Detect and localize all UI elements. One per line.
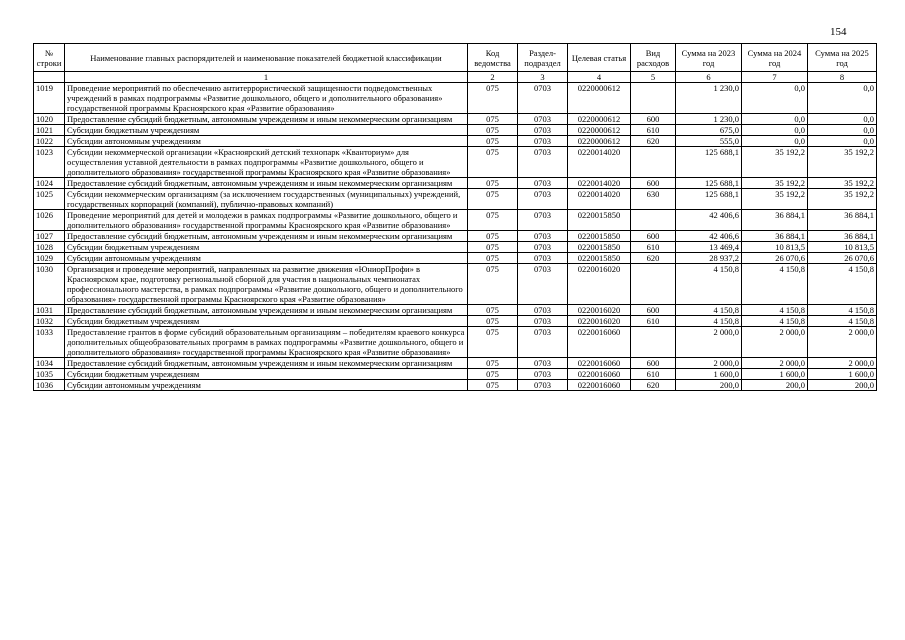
row-sum-2023: 4 150,8 — [676, 316, 742, 327]
row-target-article: 0220014020 — [568, 147, 631, 178]
row-sum-2023: 125 688,1 — [676, 189, 742, 210]
row-sum-2025: 200,0 — [808, 380, 877, 391]
row-sum-2024: 35 192,2 — [742, 189, 808, 210]
row-name: Организация и проведение мероприятий, направленных на развитие движения «ЮниорПрофи» в Красноярском крае, подготовку региональной сборной для участия в национальных чемпионатах профессионального мастерства, в рамках подпрограммы «Развитие дошкольного, общего и дополнительного образования» государственной программы Красноярского края «Развитие образования» — [65, 264, 468, 305]
row-name: Предоставление субсидий бюджетным, автономным учреждениям и иным некоммерческим организациям — [65, 231, 468, 242]
column-number: 6 — [676, 72, 742, 83]
row-target-article: 0220014020 — [568, 189, 631, 210]
row-expense-type — [631, 210, 676, 231]
row-target-article: 0220016060 — [568, 380, 631, 391]
row-sum-2023: 555,0 — [676, 136, 742, 147]
row-name: Субсидии некоммерческой организации «Красноярский детский технопарк «Кванториум» для осуществления уставной деятельности в рамках подпрограммы «Развитие дошкольного, общего и дополнительного образования» государственной программы Красноярского края «Развитие образования» — [65, 147, 468, 178]
row-sum-2024: 35 192,2 — [742, 147, 808, 178]
row-section: 0703 — [518, 369, 568, 380]
row-expense-type: 620 — [631, 253, 676, 264]
row-sum-2025: 36 884,1 — [808, 231, 877, 242]
row-target-article: 0220016060 — [568, 327, 631, 358]
row-department-code: 075 — [468, 305, 518, 316]
row-section: 0703 — [518, 380, 568, 391]
row-name: Предоставление субсидий бюджетным, автономным учреждениям и иным некоммерческим организациям — [65, 305, 468, 316]
row-name: Проведение мероприятий для детей и молодежи в рамках подпрограммы «Развитие дошкольного, общего и дополнительного образования» государственной программы Красноярского края «Развитие образования» — [65, 210, 468, 231]
row-sum-2025: 35 192,2 — [808, 178, 877, 189]
row-department-code: 075 — [468, 358, 518, 369]
column-number — [34, 72, 65, 83]
table-row — [34, 210, 877, 231]
column-number: 7 — [742, 72, 808, 83]
row-section: 0703 — [518, 114, 568, 125]
row-sum-2024: 0,0 — [742, 114, 808, 125]
budget-table — [33, 43, 877, 391]
row-target-article: 0220000612 — [568, 136, 631, 147]
row-sum-2025: 4 150,8 — [808, 264, 877, 305]
row-sum-2023: 1 600,0 — [676, 369, 742, 380]
header-sum-2024: Сумма на 2024 год — [742, 44, 808, 72]
row-sum-2023: 2 000,0 — [676, 327, 742, 358]
row-name: Предоставление субсидий бюджетным, автономным учреждениям и иным некоммерческим организациям — [65, 178, 468, 189]
table-row — [34, 380, 877, 391]
table-row — [34, 242, 877, 253]
row-sum-2023: 42 406,6 — [676, 231, 742, 242]
row-section: 0703 — [518, 242, 568, 253]
row-expense-type: 610 — [631, 125, 676, 136]
column-number: 4 — [568, 72, 631, 83]
row-department-code: 075 — [468, 380, 518, 391]
table-row — [34, 114, 877, 125]
table-row — [34, 125, 877, 136]
row-name: Субсидии бюджетным учреждениям — [65, 316, 468, 327]
row-sum-2023: 1 230,0 — [676, 114, 742, 125]
row-expense-type — [631, 147, 676, 178]
row-sum-2025: 2 000,0 — [808, 327, 877, 358]
row-section: 0703 — [518, 136, 568, 147]
table-row — [34, 147, 877, 178]
row-target-article: 0220016060 — [568, 358, 631, 369]
row-sum-2024: 10 813,5 — [742, 242, 808, 253]
row-name: Субсидии бюджетным учреждениям — [65, 125, 468, 136]
row-sum-2025: 0,0 — [808, 125, 877, 136]
row-number: 1022 — [34, 136, 65, 147]
row-department-code: 075 — [468, 231, 518, 242]
row-sum-2025: 0,0 — [808, 114, 877, 125]
row-sum-2023: 42 406,6 — [676, 210, 742, 231]
header-expense-type: Вид расходов — [631, 44, 676, 72]
row-name: Субсидии автономным учреждениям — [65, 136, 468, 147]
header-name: Наименование главных распорядителей и наименование показателей бюджетной классификации — [65, 44, 468, 72]
row-name: Субсидии автономным учреждениям — [65, 253, 468, 264]
row-target-article: 0220016060 — [568, 369, 631, 380]
column-number: 8 — [808, 72, 877, 83]
row-department-code: 075 — [468, 316, 518, 327]
row-sum-2024: 4 150,8 — [742, 264, 808, 305]
row-sum-2024: 2 000,0 — [742, 358, 808, 369]
row-expense-type: 620 — [631, 136, 676, 147]
row-sum-2025: 1 600,0 — [808, 369, 877, 380]
row-number: 1034 — [34, 358, 65, 369]
row-sum-2024: 4 150,8 — [742, 316, 808, 327]
row-number: 1021 — [34, 125, 65, 136]
row-department-code: 075 — [468, 83, 518, 114]
row-sum-2024: 2 000,0 — [742, 327, 808, 358]
row-sum-2024: 1 600,0 — [742, 369, 808, 380]
row-department-code: 075 — [468, 210, 518, 231]
row-sum-2025: 35 192,2 — [808, 189, 877, 210]
row-number: 1023 — [34, 147, 65, 178]
row-number: 1020 — [34, 114, 65, 125]
row-target-article: 0220000612 — [568, 83, 631, 114]
row-name: Предоставление субсидий бюджетным, автономным учреждениям и иным некоммерческим организациям — [65, 114, 468, 125]
row-sum-2024: 36 884,1 — [742, 210, 808, 231]
row-expense-type: 600 — [631, 114, 676, 125]
header-target-article: Целевая статья — [568, 44, 631, 72]
row-department-code: 075 — [468, 136, 518, 147]
row-expense-type: 600 — [631, 305, 676, 316]
row-sum-2023: 2 000,0 — [676, 358, 742, 369]
row-department-code: 075 — [468, 114, 518, 125]
row-name: Проведение мероприятий по обеспечению антитеррористической защищенности подведомственных учреждений в рамках подпрограммы «Развитие дошкольного, общего и дополнительного образования» государственной программы Красноярского края «Развитие образования» — [65, 83, 468, 114]
header-section: Раздел-подраздел — [518, 44, 568, 72]
row-section: 0703 — [518, 264, 568, 305]
table-row — [34, 136, 877, 147]
row-expense-type: 600 — [631, 231, 676, 242]
row-department-code: 075 — [468, 189, 518, 210]
row-expense-type: 600 — [631, 358, 676, 369]
row-department-code: 075 — [468, 264, 518, 305]
row-number: 1028 — [34, 242, 65, 253]
row-sum-2025: 0,0 — [808, 83, 877, 114]
row-number: 1027 — [34, 231, 65, 242]
table-row — [34, 327, 877, 358]
row-sum-2025: 35 192,2 — [808, 147, 877, 178]
header-row — [34, 44, 877, 72]
row-target-article: 0220016020 — [568, 316, 631, 327]
row-section: 0703 — [518, 125, 568, 136]
row-name: Субсидии автономным учреждениям — [65, 380, 468, 391]
row-number: 1031 — [34, 305, 65, 316]
column-number: 1 — [65, 72, 468, 83]
table-row — [34, 305, 877, 316]
row-expense-type — [631, 83, 676, 114]
table-row — [34, 358, 877, 369]
row-sum-2025: 10 813,5 — [808, 242, 877, 253]
row-number: 1036 — [34, 380, 65, 391]
table-row — [34, 253, 877, 264]
row-number: 1024 — [34, 178, 65, 189]
row-target-article: 0220015850 — [568, 231, 631, 242]
column-number: 2 — [468, 72, 518, 83]
row-sum-2024: 26 070,6 — [742, 253, 808, 264]
row-expense-type — [631, 264, 676, 305]
row-section: 0703 — [518, 189, 568, 210]
row-sum-2024: 35 192,2 — [742, 178, 808, 189]
row-name: Предоставление грантов в форме субсидий образовательным организациям – победителям краевого конкурса дополнительных общеобразовательных программ в рамках подпрограммы «Развитие дошкольного, общего и дополнительного образования» государственной программы Красноярского края «Развитие образования» — [65, 327, 468, 358]
row-section: 0703 — [518, 231, 568, 242]
row-number: 1019 — [34, 83, 65, 114]
row-section: 0703 — [518, 83, 568, 114]
row-sum-2025: 4 150,8 — [808, 316, 877, 327]
table-row — [34, 178, 877, 189]
row-target-article: 0220016020 — [568, 305, 631, 316]
row-target-article: 0220000612 — [568, 114, 631, 125]
row-number: 1025 — [34, 189, 65, 210]
row-section: 0703 — [518, 178, 568, 189]
row-section: 0703 — [518, 147, 568, 178]
row-sum-2023: 4 150,8 — [676, 264, 742, 305]
row-sum-2025: 2 000,0 — [808, 358, 877, 369]
row-sum-2023: 1 230,0 — [676, 83, 742, 114]
row-expense-type — [631, 327, 676, 358]
row-section: 0703 — [518, 210, 568, 231]
column-number-row — [34, 72, 877, 83]
table-row — [34, 231, 877, 242]
row-sum-2023: 13 469,4 — [676, 242, 742, 253]
row-target-article: 0220014020 — [568, 178, 631, 189]
row-sum-2023: 4 150,8 — [676, 305, 742, 316]
row-number: 1033 — [34, 327, 65, 358]
row-expense-type: 610 — [631, 316, 676, 327]
row-sum-2025: 0,0 — [808, 136, 877, 147]
row-target-article: 0220015850 — [568, 210, 631, 231]
row-department-code: 075 — [468, 125, 518, 136]
table-row — [34, 316, 877, 327]
row-department-code: 075 — [468, 327, 518, 358]
row-section: 0703 — [518, 316, 568, 327]
row-target-article: 0220016020 — [568, 264, 631, 305]
row-sum-2023: 28 937,2 — [676, 253, 742, 264]
row-department-code: 075 — [468, 147, 518, 178]
row-department-code: 075 — [468, 253, 518, 264]
row-section: 0703 — [518, 358, 568, 369]
row-sum-2025: 36 884,1 — [808, 210, 877, 231]
row-sum-2024: 0,0 — [742, 136, 808, 147]
row-sum-2024: 0,0 — [742, 83, 808, 114]
page-number: 154 — [830, 26, 847, 38]
header-department-code: Код ведомства — [468, 44, 518, 72]
row-number: 1026 — [34, 210, 65, 231]
row-number: 1032 — [34, 316, 65, 327]
row-sum-2024: 0,0 — [742, 125, 808, 136]
row-sum-2023: 675,0 — [676, 125, 742, 136]
row-expense-type: 610 — [631, 242, 676, 253]
row-sum-2023: 200,0 — [676, 380, 742, 391]
row-name: Субсидии бюджетным учреждениям — [65, 242, 468, 253]
row-number: 1029 — [34, 253, 65, 264]
row-section: 0703 — [518, 305, 568, 316]
column-number: 3 — [518, 72, 568, 83]
row-sum-2024: 4 150,8 — [742, 305, 808, 316]
row-target-article: 0220015850 — [568, 242, 631, 253]
table-row — [34, 83, 877, 114]
row-department-code: 075 — [468, 178, 518, 189]
row-expense-type: 600 — [631, 178, 676, 189]
table-row — [34, 189, 877, 210]
header-sum-2023: Сумма на 2023 год — [676, 44, 742, 72]
row-sum-2025: 26 070,6 — [808, 253, 877, 264]
row-target-article: 0220015850 — [568, 253, 631, 264]
row-expense-type: 620 — [631, 380, 676, 391]
row-expense-type: 610 — [631, 369, 676, 380]
table-row — [34, 264, 877, 305]
row-department-code: 075 — [468, 242, 518, 253]
row-target-article: 0220000612 — [568, 125, 631, 136]
row-sum-2024: 36 884,1 — [742, 231, 808, 242]
row-sum-2023: 125 688,1 — [676, 147, 742, 178]
header-sum-2025: Сумма на 2025 год — [808, 44, 877, 72]
row-sum-2023: 125 688,1 — [676, 178, 742, 189]
row-number: 1035 — [34, 369, 65, 380]
header-row-number: № строки — [34, 44, 65, 72]
row-name: Субсидии некоммерческим организациям (за исключением государственных (муниципальных) учреждений, государственных корпораций (компаний), публично-правовых компаний) — [65, 189, 468, 210]
row-department-code: 075 — [468, 369, 518, 380]
row-name: Субсидии бюджетным учреждениям — [65, 369, 468, 380]
row-expense-type: 630 — [631, 189, 676, 210]
row-sum-2025: 4 150,8 — [808, 305, 877, 316]
column-number: 5 — [631, 72, 676, 83]
row-section: 0703 — [518, 327, 568, 358]
row-sum-2024: 200,0 — [742, 380, 808, 391]
row-section: 0703 — [518, 253, 568, 264]
row-number: 1030 — [34, 264, 65, 305]
table-row — [34, 369, 877, 380]
row-name: Предоставление субсидий бюджетным, автономным учреждениям и иным некоммерческим организациям — [65, 358, 468, 369]
